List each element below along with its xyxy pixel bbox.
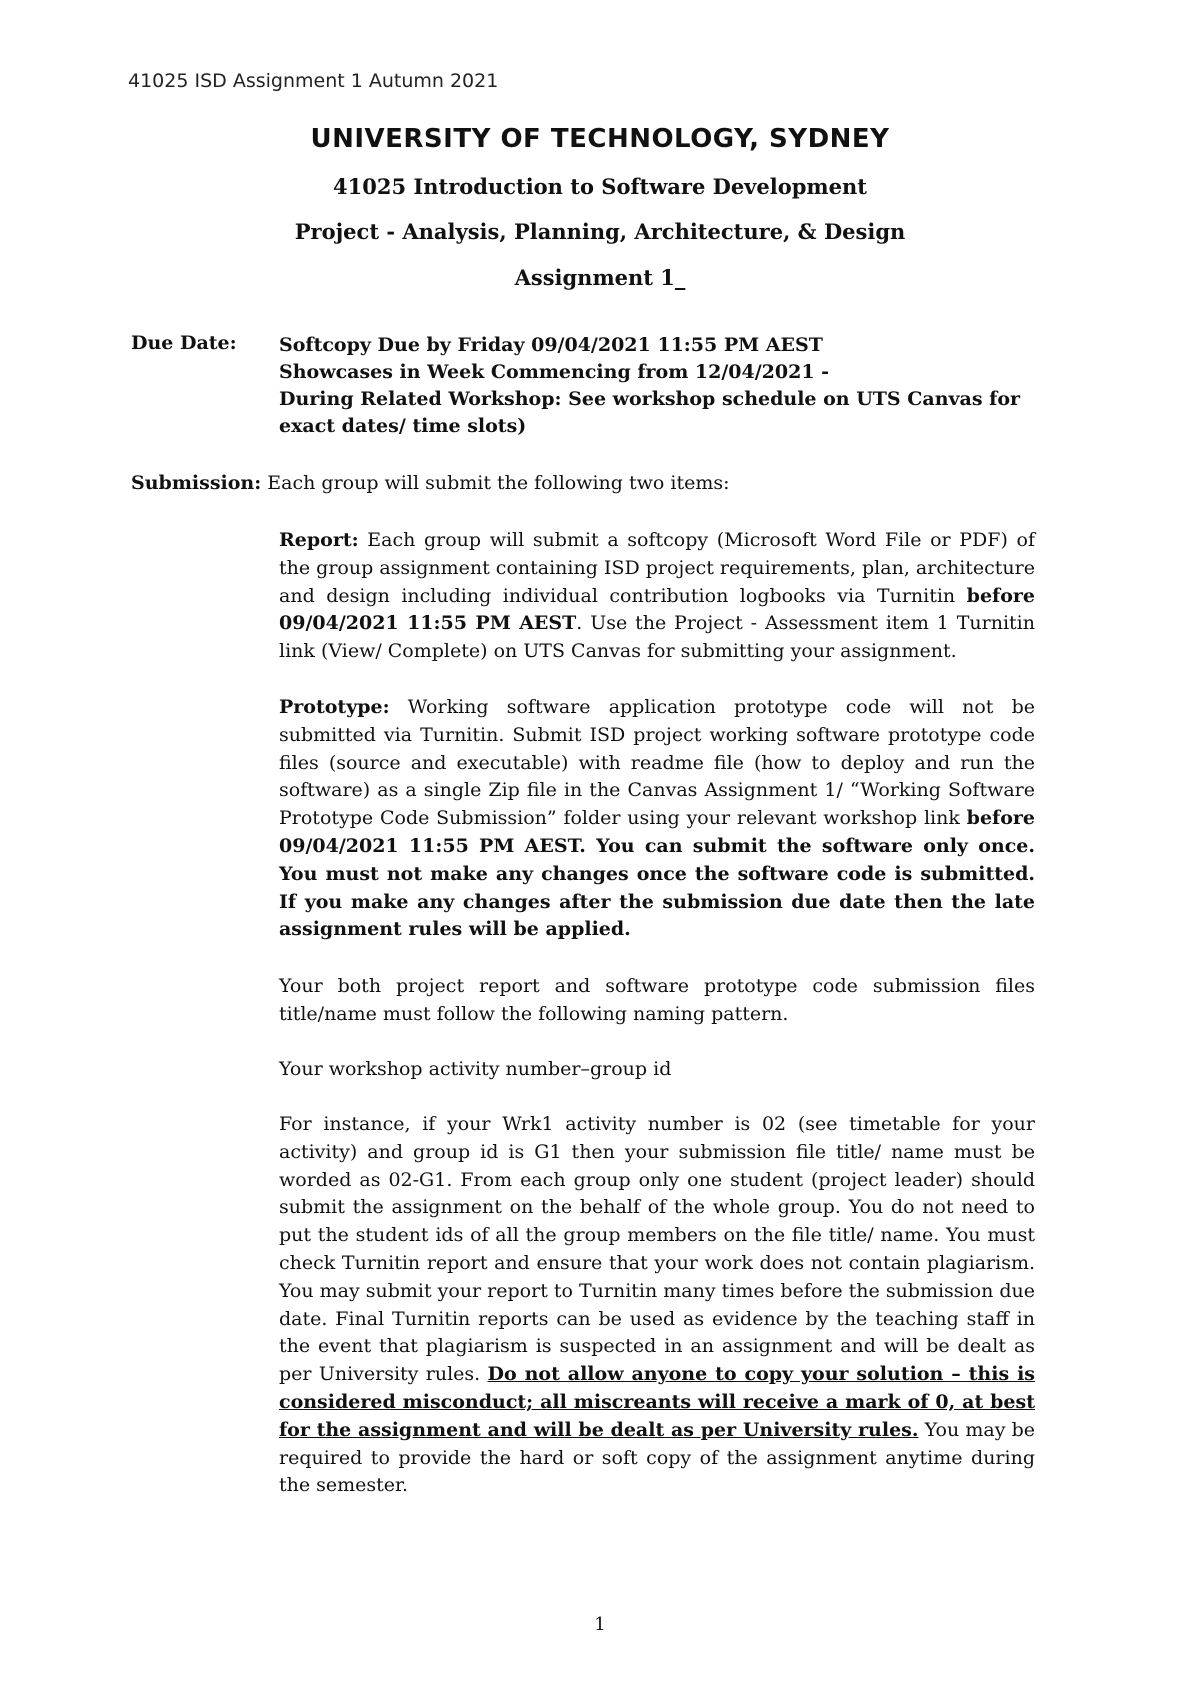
prototype-text: Working software application prototype code will not be submitted via Turnitin. Submit ISD project working software prototype code files (source and executable) with readme file (how to deploy and run the software) as a single Zip file in the Canvas Assignment 1/ “Working Software Prototype Code Submission” folder using your relevant workshop link <box>279 696 1035 830</box>
project-title: Project - Analysis, Planning, Architecture, & Design <box>294 219 906 244</box>
naming-pattern: Your workshop activity number–group id <box>279 1058 672 1080</box>
prototype-text-sep: . <box>579 834 597 857</box>
due-line-softcopy: Softcopy Due by Friday 09/04/2021 11:55 PM AEST <box>279 334 823 356</box>
report-paragraph <box>279 527 1035 666</box>
prototype-label: Prototype: <box>279 696 390 718</box>
misconduct-warning: Do not allow anyone to copy your solution – this is considered misconduct; all miscreants will receive a mark of 0, at best for the assignment and will be dealt as per University rules. <box>279 1363 1035 1441</box>
submission-label: Submission: <box>131 472 262 494</box>
naming-intro: Your both project report and software prototype code submission files title/name must follow the following naming pattern. <box>279 975 1035 1025</box>
example-paragraph <box>279 1111 1035 1500</box>
page-number: 1 <box>594 1614 606 1635</box>
naming-intro-paragraph <box>279 973 1035 1029</box>
report-text: Each group will submit a softcopy (Microsoft Word File or PDF) of the group assignment containing ISD project requirements, plan, architecture and design including individual contribution logbooks via Turnitin <box>279 529 1035 607</box>
due-date-label: Due Date: <box>131 332 237 354</box>
submission-line <box>131 472 730 494</box>
report-deadline: before 09/04/2021 11:55 PM AEST <box>279 584 1035 635</box>
prototype-deadline: before 09/04/2021 11:55 PM AEST <box>279 807 1035 857</box>
submission-text: Each group will submit the following two items: <box>261 472 730 494</box>
closing-text: You may be required to provide the hard or soft copy of the assignment anytime during the semester. <box>279 1418 1036 1497</box>
report-text-end: . Use the Project - Assessment item 1 Turnitin link (View/ Complete) on UTS Canvas for submitting your assignment. <box>279 612 1035 663</box>
due-line-workshop: During Related Workshop: See workshop schedule on UTS Canvas for exact dates/ time slots) <box>279 388 1021 437</box>
subject-title: 41025 Introduction to Software Development <box>333 174 867 199</box>
prototype-warning: You can submit the software only once. You must not make any changes once the software code is submitted. If you make any changes after the submission due date then the late assignment rules will be applied. <box>279 834 1035 941</box>
naming-pattern-paragraph <box>279 1056 1035 1084</box>
assignment-title: Assignment 1_ <box>514 265 686 290</box>
report-label: Report: <box>279 529 359 551</box>
due-line-showcases: Showcases in Week Commencing from 12/04/2021 - <box>279 361 830 383</box>
running-header: 41025 ISD Assignment 1 Autumn 2021 <box>128 70 499 92</box>
university-title: UNIVERSITY OF TECHNOLOGY, SYDNEY <box>310 124 890 154</box>
prototype-paragraph <box>279 694 1035 944</box>
example-text: For instance, if your Wrk1 activity number is 02 (see timetable for your activity) and group id is G1 then your submission file title/ name must be worded as 02-G1. From each group only one student (project leader) should submit the assignment on the behalf of the whole group. You do not need to put the student ids of all the group members on the file title/ name. You must check Turnitin report and ensure that your work does not contain plagiarism. You may submit your report to Turnitin many times before the submission due date. Final Turnitin reports can be used as evidence by the teaching staff in the event that plagiarism is suspected in an assignment and will be dealt as per University rules. <box>279 1113 1035 1386</box>
due-date-details <box>279 332 1039 440</box>
